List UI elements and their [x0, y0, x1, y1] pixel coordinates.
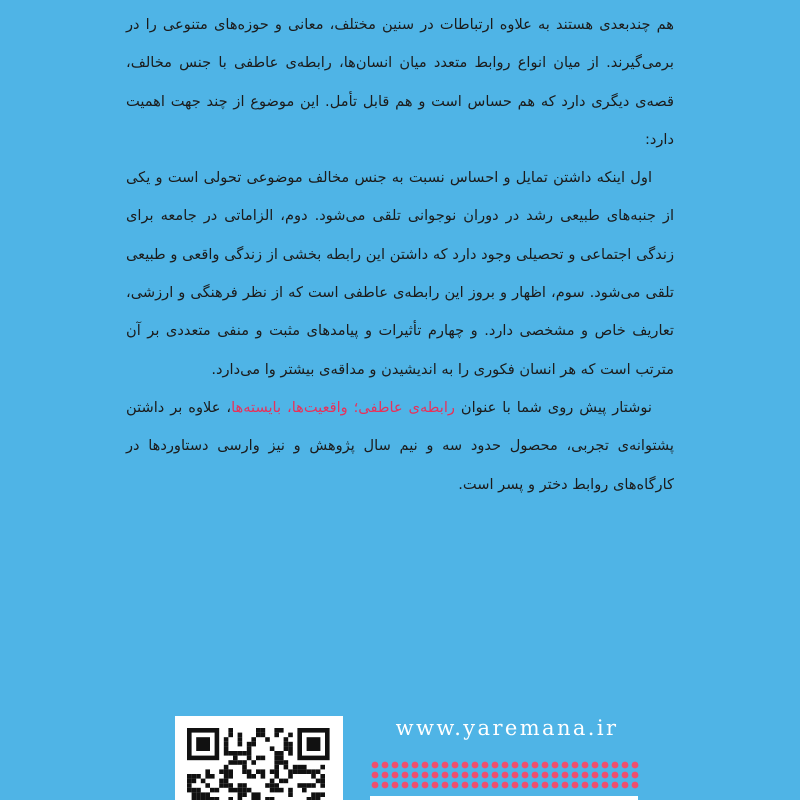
decorative-dot-pattern: [370, 760, 642, 796]
paragraph-3-intro: نوشتار پیش روی شما با عنوان: [454, 398, 652, 416]
paragraph-1: هم چندبعدی هستند به علاوه ارتباطات در سنین مختلف، معانی و حوزه‌های متنوعی را در برمی‌گیرند. از میان انواع روابط متعدد میان انسان‌ها، رابطه‌ی عاطفی با جنس مخالف، قصه‌ی دیگری دارد که هم حساس است و هم قابل تأمل. این موضوع از چند جهت اهمیت دارد:: [126, 16, 674, 148]
website-url[interactable]: www.yaremana.ir: [395, 716, 619, 740]
book-title-highlight: رابطه‌ی عاطفی؛ واقعیت‌ها، بایسته‌ها: [231, 398, 455, 416]
paragraph-3-rest: ، علاوه بر داشتن پشتوانه‌ی تجربی، محصول حدود سه و نیم سال پژوهش و نیز وارسی دستاوردها در کارگاه‌های روابط دختر و پسر است.: [126, 398, 674, 493]
qr-code-icon: [175, 716, 343, 800]
cover-text: [126, 6, 674, 504]
paragraph-2: اول اینکه داشتن تمایل و احساس نسبت به جنس مخالف موضوعی تحولی است و یکی از جنبه‌های طبیعی رشد در دوران نوجوانی تلقی می‌شود. دوم، الزاماتی در جامعه برای زندگی اجتماعی و تحصیلی وجود دارد که داشتن این رابطه بخشی از زندگی واقعی و طبیعی تلقی می‌شود. سوم، اظهار و بروز این رابطه‌ی عاطفی است که از نظر فرهنگی و ارزشی، تعاریف خاص و مشخصی دارد. و چهارم تأثیرات و پیامدهای مثبت و منفی متعددی بر آن مترتب است که هر انسان فکوری را به اندیشیدن و مداقه‌ی بیشتر وا می‌دارد.: [126, 169, 674, 378]
paragraph-3: [126, 389, 674, 504]
bottom-strip: [370, 796, 638, 800]
